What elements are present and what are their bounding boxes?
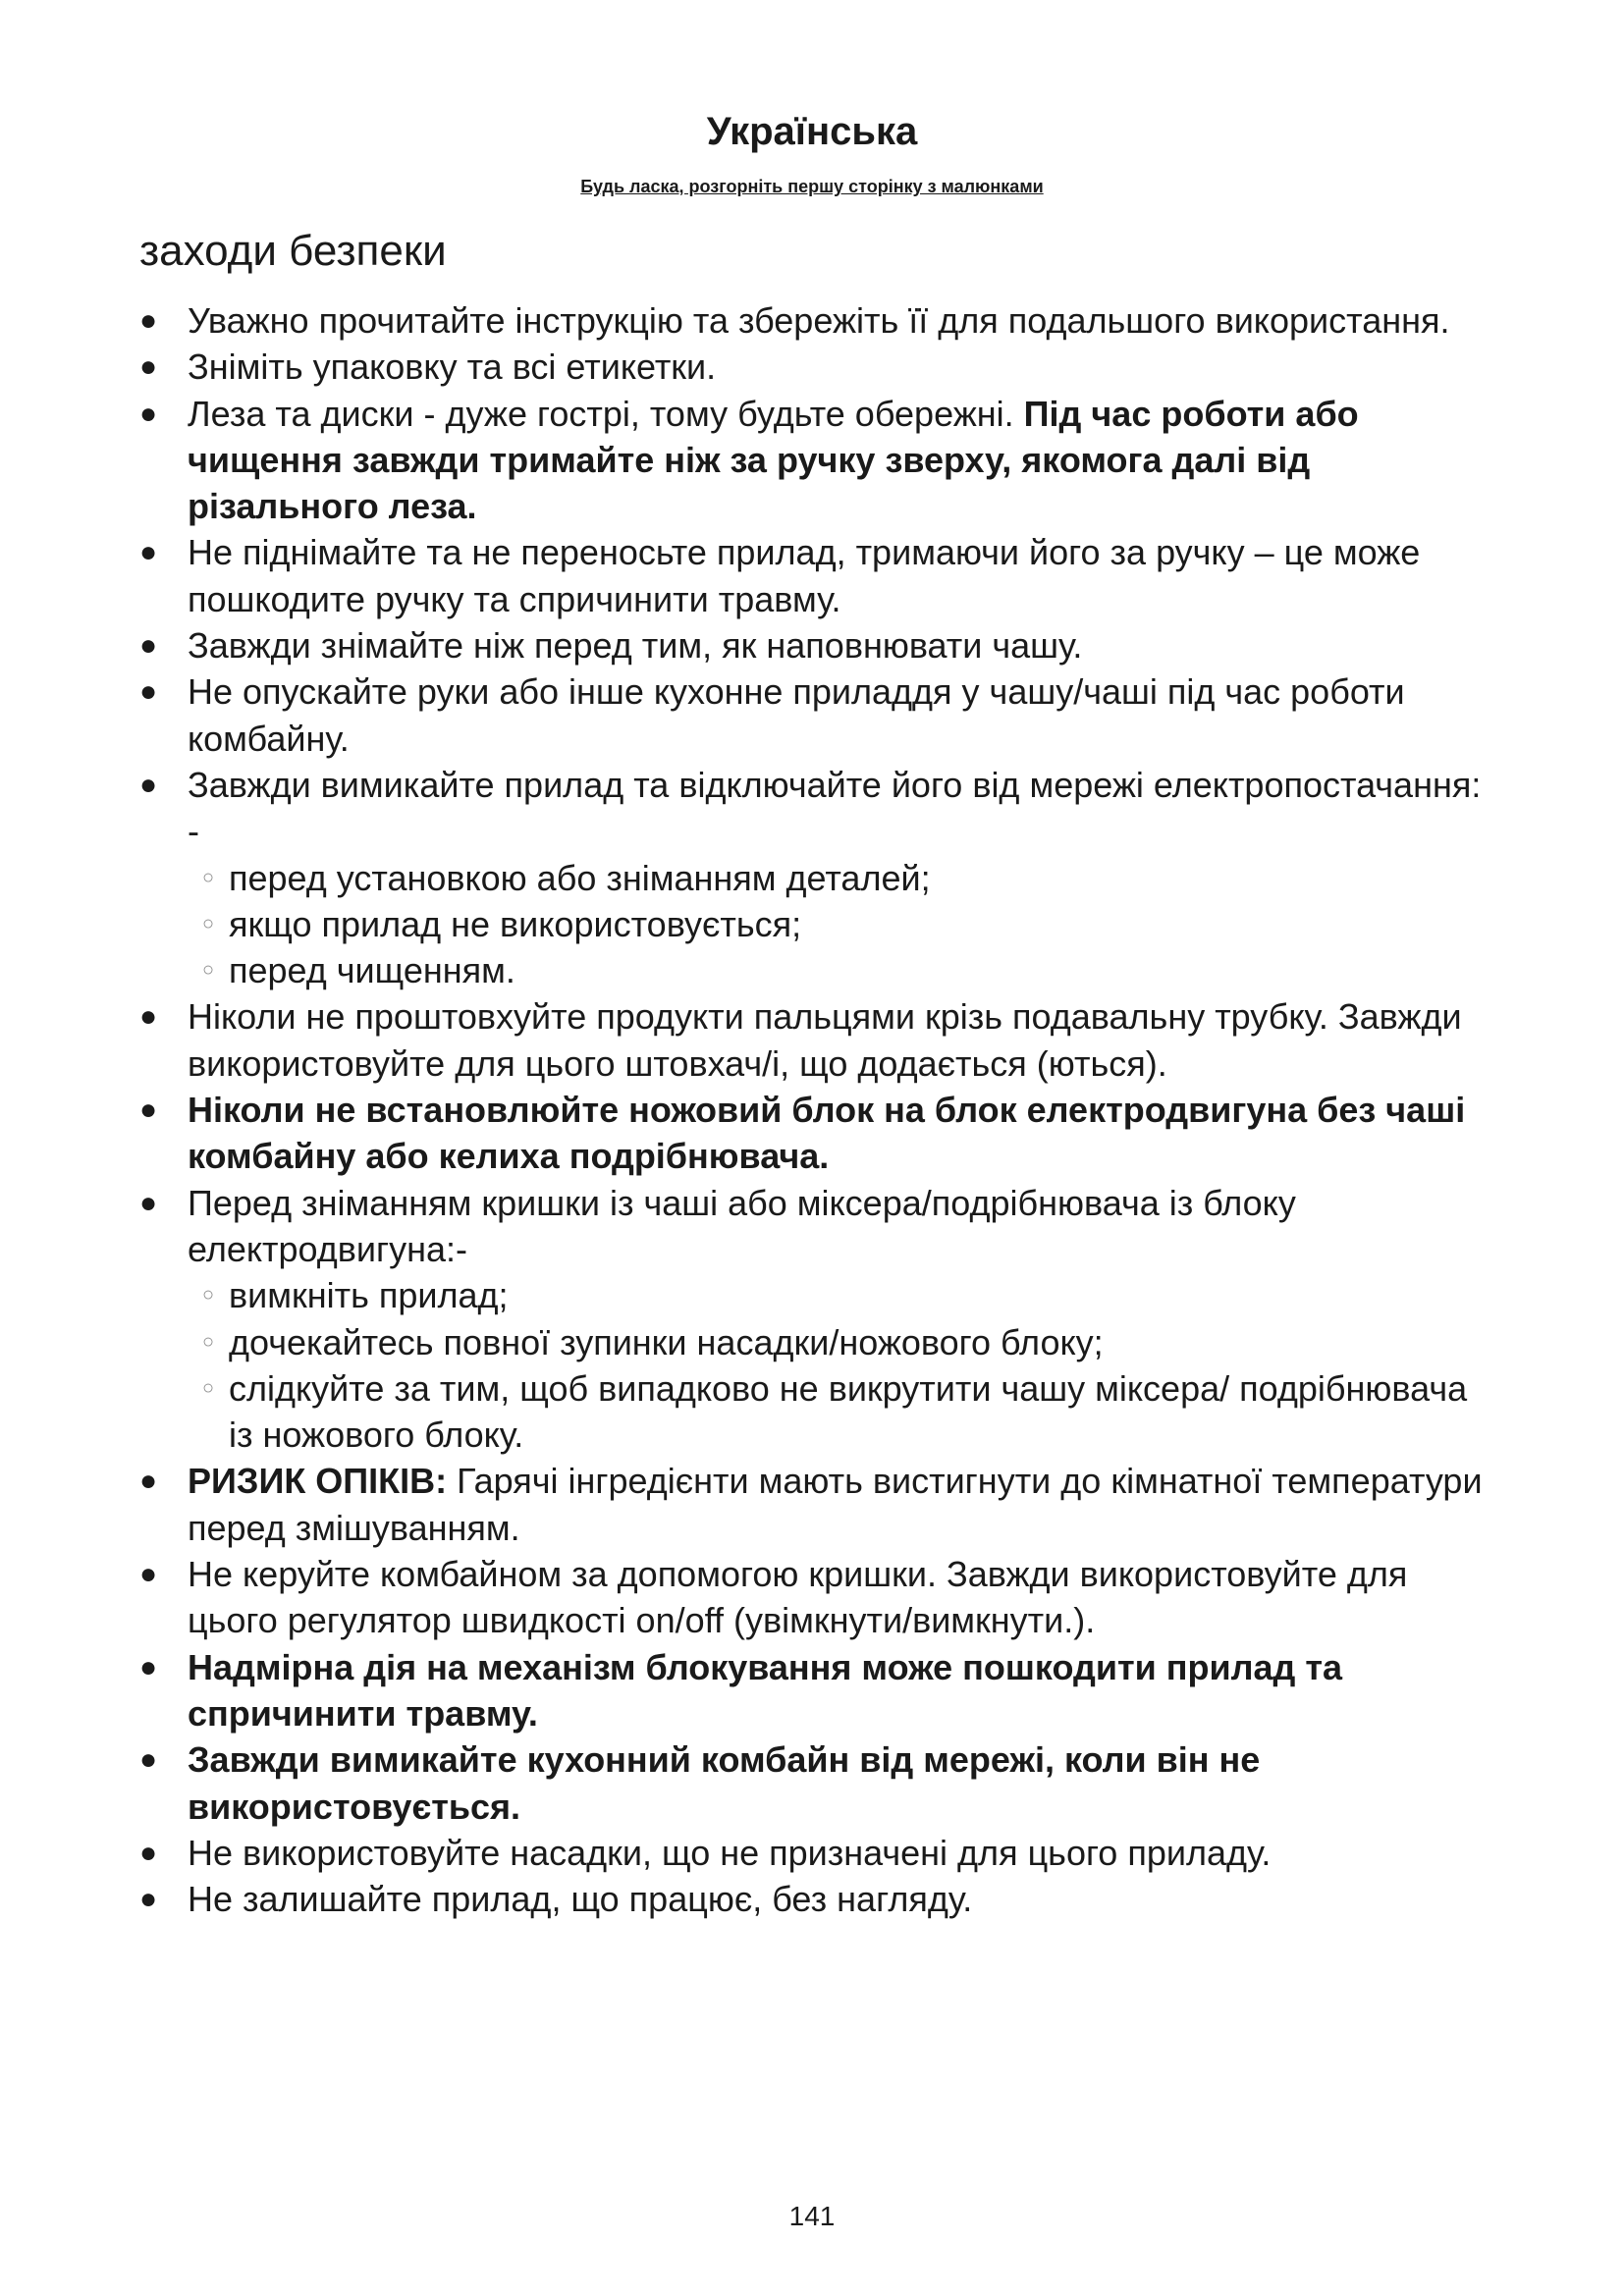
hollow-circle-icon: ○ <box>202 1376 215 1399</box>
safety-list <box>137 297 1492 1922</box>
item-text: Не керуйте комбайном за допомогою кришки. Завжди використовуйте для цього регулятор швидкості on/off (увімкнути/вимкнути.). <box>188 1554 1408 1641</box>
subtitle-text: Будь ласка, розгорніть першу сторінку з малюнками <box>580 177 1044 196</box>
sub-item-text: дочекайтесь повної зупинки насадки/ножового блоку; <box>229 1321 1104 1362</box>
hollow-circle-icon: ○ <box>202 1284 215 1307</box>
list-item <box>137 622 1492 668</box>
list-item <box>137 1087 1492 1180</box>
list-item <box>137 993 1492 1087</box>
bullet-dot-icon: ● <box>139 675 158 709</box>
sub-item-text: перед установкою або зніманням деталей; <box>229 857 931 898</box>
list-item <box>137 1644 1492 1737</box>
item-text: Перед зніманням кришки із чаші або міксера/подрібнювача із блоку електродвигуна:- <box>188 1182 1296 1269</box>
bullet-dot-icon: ● <box>139 1650 158 1683</box>
sub-list-item <box>137 1272 1492 1318</box>
item-text-bold: Надмірна дія на механізм блокування може пошкодити прилад та спричинити травму. <box>188 1646 1342 1734</box>
bullet-dot-icon: ● <box>139 1465 158 1498</box>
bullet-dot-icon: ● <box>139 397 158 430</box>
item-text: Не опускайте руки або інше кухонне приладдя у чашу/чаші під час роботи комбайну. <box>188 671 1405 759</box>
bullet-dot-icon: ● <box>139 1094 158 1127</box>
sub-list-item <box>137 947 1492 993</box>
bullet-dot-icon: ● <box>139 350 158 384</box>
bullet-dot-icon: ● <box>139 1186 158 1219</box>
list-item <box>137 391 1492 530</box>
bullet-dot-icon: ● <box>139 768 158 801</box>
item-text: Леза та диски - дуже гострі, тому будьте обережні. <box>188 393 1024 434</box>
section-heading: заходи безпеки <box>139 227 447 275</box>
list-item <box>137 1736 1492 1830</box>
item-text: Гарячі інгредієнти мають вистигнути до кімнатної температури перед змішуванням. <box>188 1461 1483 1548</box>
bullet-dot-icon: ● <box>139 1000 158 1034</box>
sub-list-item <box>137 901 1492 947</box>
list-item <box>137 762 1492 855</box>
bullet-dot-icon: ● <box>139 536 158 569</box>
sub-item-text: якщо прилад не використовується; <box>229 903 802 944</box>
item-text-bold: РИЗИК ОПІКІВ: <box>188 1461 448 1502</box>
bullet-dot-icon: ● <box>139 1743 158 1777</box>
page-number: 141 <box>788 2201 836 2231</box>
sub-item-text: слідкуйте за тим, щоб випадково не викрутити чашу міксера/ подрібнювача із ножового блоку. <box>229 1367 1468 1456</box>
bullet-dot-icon: ● <box>139 304 158 337</box>
item-text: Завжди знімайте ніж перед тим, як наповнювати чашу. <box>188 625 1083 667</box>
list-item <box>137 344 1492 390</box>
sub-item-text: вимкніть прилад; <box>229 1275 509 1316</box>
item-text: Зніміть упаковку та всі етикетки. <box>188 347 717 388</box>
sub-list-item <box>137 855 1492 901</box>
list-item <box>137 668 1492 762</box>
item-text: Ніколи не проштовхуйте продукти пальцями крізь подавальну трубку. Завжди використовуйте для цього штовхач/і, що додається (ються). <box>188 996 1462 1084</box>
list-item <box>137 1180 1492 1273</box>
bullet-dot-icon: ● <box>139 629 158 663</box>
page-subtitle <box>0 175 1624 198</box>
list-item <box>137 1551 1492 1644</box>
list-item <box>137 529 1492 622</box>
item-text-bold: Під час роботи або чищення завжди тримайте ніж за ручку зверху, якомога далі від різального леза. <box>188 393 1359 527</box>
item-text: Не використовуйте насадки, що не призначені для цього приладу. <box>188 1832 1272 1873</box>
page-title: Українська <box>706 110 918 153</box>
bullet-dot-icon: ● <box>139 1558 158 1591</box>
hollow-circle-icon: ○ <box>202 1330 215 1353</box>
item-text: Завжди вимикайте прилад та відключайте його від мережі електропостачання: - <box>188 764 1482 852</box>
list-item <box>137 297 1492 344</box>
list-item <box>137 1876 1492 1922</box>
item-text-bold: Ніколи не встановлюйте ножовий блок на блок електродвигуна без чаші комбайну або келиха подрібнювача. <box>188 1090 1466 1177</box>
item-text-bold: Завжди вимикайте кухонний комбайн від мережі, коли він не використовується. <box>188 1739 1261 1827</box>
sub-list-item <box>137 1365 1492 1459</box>
hollow-circle-icon: ○ <box>202 866 215 888</box>
bullet-dot-icon: ● <box>139 1883 158 1916</box>
sub-list-item <box>137 1319 1492 1365</box>
item-text: Уважно прочитайте інструкцію та збережіть її для подальшого використання. <box>188 300 1450 341</box>
list-item <box>137 1458 1492 1551</box>
sub-item-text: перед чищенням. <box>229 950 515 991</box>
hollow-circle-icon: ○ <box>202 959 215 982</box>
item-text: Не залишайте прилад, що працює, без нагляду. <box>188 1879 973 1920</box>
bullet-dot-icon: ● <box>139 1836 158 1869</box>
list-item <box>137 1830 1492 1876</box>
hollow-circle-icon: ○ <box>202 912 215 934</box>
item-text: Не піднімайте та не переносьте прилад, тримаючи його за ручку – це може пошкодите ручку та спричинити травму. <box>188 532 1421 619</box>
